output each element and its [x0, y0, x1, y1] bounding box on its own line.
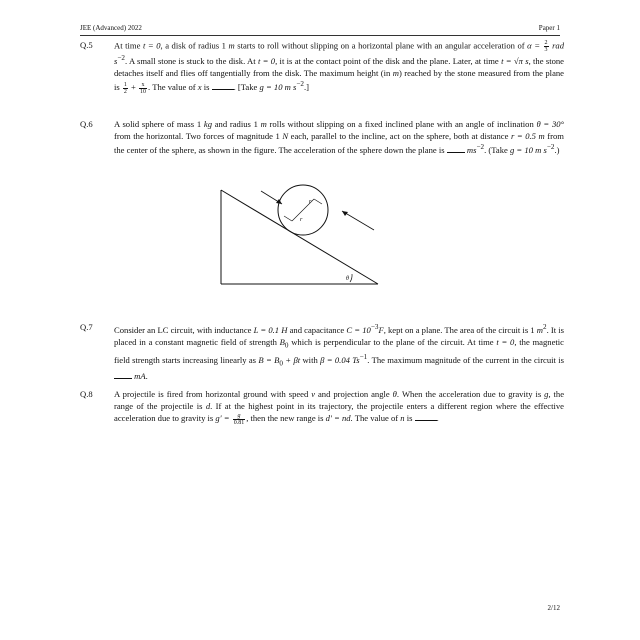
angle-arc — [350, 274, 352, 282]
question-text: A projectile is fired from horizontal ground with speed v and projection angle θ. When the acceleration due to gravity is g, the range of the projectile is d. If at the highest point in its trajectory, the projectile enters a different region where the effective acceleration due to gravity is g′ = $\frac{g}{0.81}$ , then the new range is d′ = nd. The value of n is . — [114, 389, 565, 426]
question-number: Q.5 — [80, 40, 93, 50]
radius-label-upper: r — [309, 199, 312, 205]
answer-blank — [447, 144, 465, 153]
question-text: A solid sphere of mass 1 kg and radius 1 m rolls without slipping on a fixed inclined plane with an angle of inclination θ = 30° from the horizontal. Two forces of magnitude 1 N each, parallel to the incline, act on the sphere, both at distance r = 0.5 m from the center of the sphere, as shown in the figure. The acceleration of the sphere down the plane is $ms^{-2}$. (Take g = 10 m $s^{-2}$.) — [114, 119, 564, 156]
angle-theta-label: θ — [346, 276, 349, 282]
force-arrow-lower-right — [342, 211, 374, 230]
incline-slope — [221, 190, 378, 284]
question-number: Q.6 — [80, 119, 93, 129]
header-exam-title: JEE (Advanced) 2022 — [80, 24, 142, 32]
question-text: Consider an LC circuit, with inductance L = 0.1 H and capacitance $C = 10^{-3}F$, kept on a plane. The area of the circuit is 1 $m^2$. It is placed in a constant magnetic field of strength $B_0$ which is perpendicular to the plane of the circuit. At time t = 0, the magnetic field strength starts increasing linearly as $B = B_0 + \beta t$ with β = 0.04 $Ts^{-1}$. The maximum magnitude of the current in the circuit is mA. — [114, 323, 565, 382]
question-number: Q.7 — [80, 322, 93, 332]
arrowhead-upper-left — [276, 199, 282, 204]
page-number: 2/12 — [547, 604, 560, 612]
question-text: At time t = 0, a disk of radius 1 m starts to roll without slipping on a horizontal plane with an angular acceleration of α = $\frac{2}{3}$ rad $s^{-2}$. A small stone is stuck to the disk. At t = 0, it is at the contact point of the disk and the plane. Later, at time t = √π s, the stone detaches itself and flies off tangentially from the disk. The maximum height (in m) reached by the stone measured from the plane is $\frac{1}{2}$ + $\frac{x}{10}$ . The value of x is . [Take g = 10 m $s^{-2}$.] — [114, 40, 565, 95]
fraction: $\frac{g}{0.81}$ — [233, 412, 245, 426]
fraction: $\frac{1}{2}$ — [123, 81, 127, 95]
force-offset-upper — [314, 199, 322, 204]
header-paper-label: Paper 1 — [538, 24, 560, 32]
inclined-plane-figure — [214, 178, 386, 288]
fraction: $\frac{2}{3}$ — [544, 40, 548, 53]
answer-blank — [212, 81, 234, 90]
arrowhead-lower-right — [342, 211, 348, 216]
answer-blank — [114, 370, 132, 379]
radius-label-lower: r — [300, 217, 303, 223]
force-offset-lower — [284, 216, 292, 221]
question-number: Q.8 — [80, 389, 93, 399]
fraction: $\frac{x}{10}$ — [140, 81, 147, 95]
page-header — [80, 23, 560, 36]
answer-blank — [415, 412, 437, 421]
